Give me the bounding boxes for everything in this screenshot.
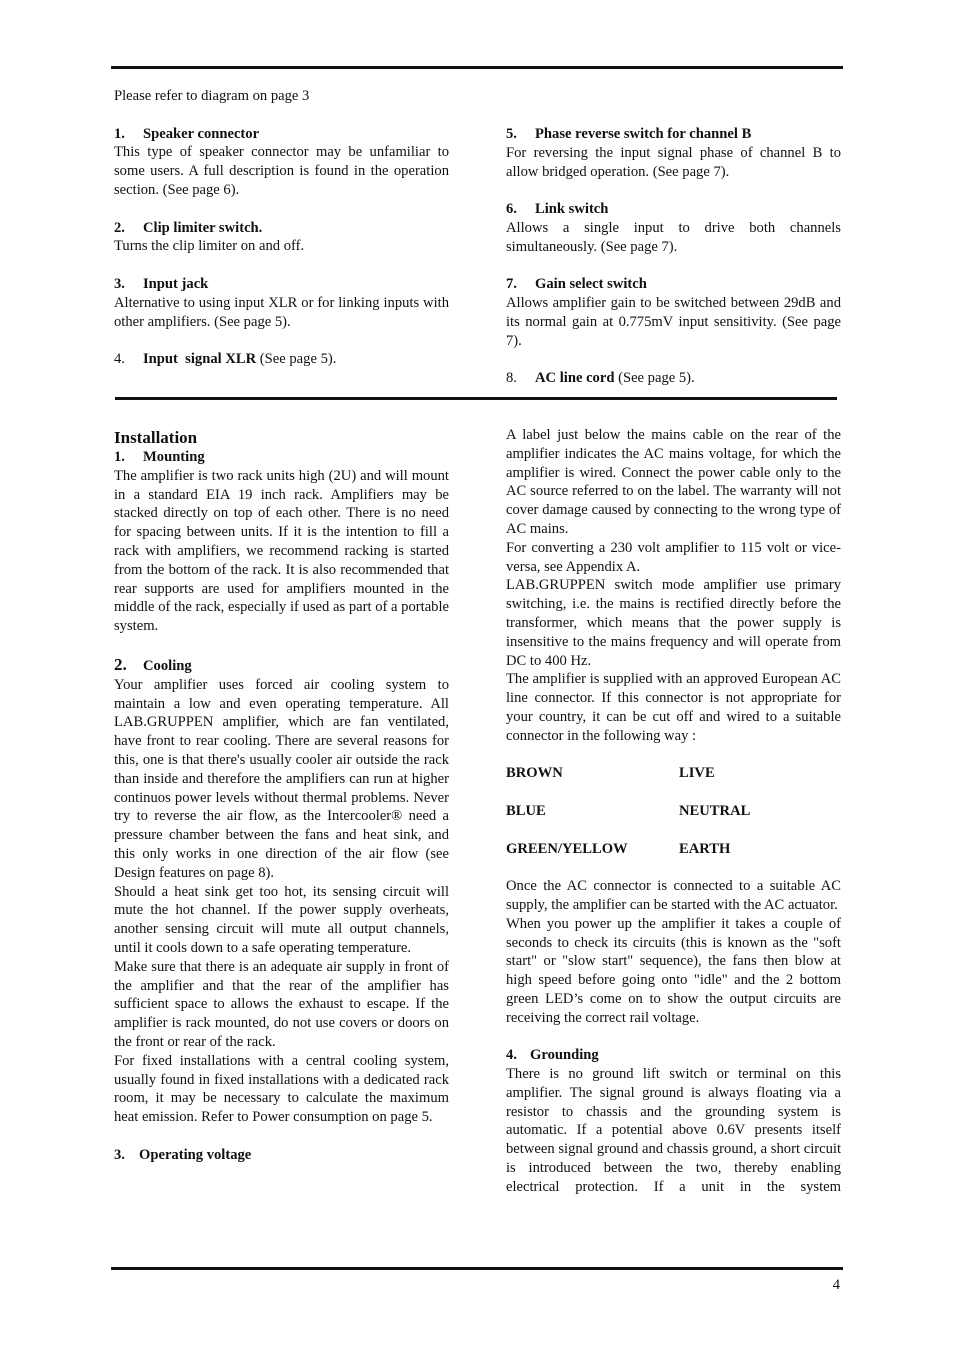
installation-title: Installation: [114, 428, 198, 447]
wire-row-green-yellow: GREEN/YELLOW EARTH: [506, 840, 731, 857]
voltage-paragraph-4: The amplifier is supplied with an approved European AC line connector. If this connector is not appropriate for your country, it can be cut off and wired to a suitable connector in the following way :: [506, 671, 841, 744]
voltage-paragraph-2: For converting a 230 volt amplifier to 115 volt or vice-versa, see Appendix A.: [506, 539, 841, 575]
page-number: 4: [832, 1277, 840, 1293]
item-2-body: Turns the clip limiter on and off.: [114, 238, 305, 255]
item-7-heading: 7. Gain select switch: [506, 276, 647, 293]
item-3-heading: 3. Input jack: [114, 275, 209, 292]
item-8-heading: 8. AC line cord (See page 5).: [506, 370, 695, 387]
item-6-body: Allows a single input to drive both channels simultaneously. (See page 7).: [506, 219, 841, 255]
item-3-body: Alternative to using input XLR or for linking inputs with other amplifiers. (See page 5).: [114, 294, 449, 330]
item-4-heading: 4. Input signal XLR (See page 5).: [114, 351, 337, 368]
grounding-heading: 4. Grounding: [506, 1047, 599, 1064]
item-1-body: This type of speaker connector may be unfamiliar to some users. A full description is found in the operation section. (See page 6).: [114, 144, 449, 198]
installation-left-column: [114, 428, 449, 1164]
voltage-paragraph-6: When you power up the amplifier it takes a couple of seconds to check its circuits (this is known as the "soft start" or "slow start" sequence), the fans then blow at high speed before going onto "idle" and the 2 bottom green LED’s come on to show the output circuits are receiving the correct rail voltage.: [506, 915, 841, 1026]
voltage-paragraph-1: A label just below the mains cable on the rear of the amplifier indicates the AC mains voltage, for which the amplifier is wired. Connect the power cable only to the AC source referred to on the label. The warranty will not cover damage caused by connecting to the wrong type of AC mains.: [506, 427, 841, 537]
item-7-body: Allows amplifier gain to be switched between 29dB and its normal gain at 0.775mV input sensitivity. (See page 7).: [506, 295, 841, 349]
grounding-body: There is no ground lift switch or terminal on this amplifier. The signal ground is always floating via a resistor to chassis and the grounding system is automatic. If a potential above 0.6V presents itself between signal ground and chassis ground, a short circuit is introduced between the two, thereby enabling electrical protection. If a unit in the system: [506, 1066, 841, 1195]
wire-row-brown: BROWN LIVE: [506, 765, 715, 782]
item-6-heading: 6. Link switch: [506, 201, 609, 218]
bottom-rule: [111, 1267, 843, 1270]
mounting-heading: 1. Mounting: [114, 449, 205, 465]
top-left-column: [114, 87, 449, 369]
installation-right-column: [506, 426, 841, 1197]
voltage-paragraph-3: LAB.GRUPPEN switch mode amplifier use primary switching, i.e. the mains is rectified directly before the transformer, which means that the power supply is insensitive to the mains frequency and will operate from DC to 400 Hz.: [506, 577, 841, 669]
cooling-paragraph-1: Your amplifier uses forced air cooling system to maintain a low and even operating temperature. All LAB.GRUPPEN amplifier, which are fan ventilated, have front to rear cooling. There are several reasons for this, one is that there's usually cooler air outside the rack than inside and therefore the amplifiers can run at higher continuos power levels without thermal problems. Never try to reverse the air flow, as the Intercooler® need a pressure chamber between the fans and heat sink, and this only works in one direction of the air flow (see Design features on page 8).: [114, 676, 449, 881]
middle-rule: [115, 397, 837, 400]
wire-row-blue: BLUE NEUTRAL: [506, 802, 751, 819]
item-5-heading: 5. Phase reverse switch for channel B: [506, 126, 752, 142]
cooling-paragraph-2: Should a heat sink get too hot, its sensing circuit will mute the hot channel. If the power supply overheats, another sensing circuit will mute all output channels, until it cools down to a safe operating temperature.: [114, 883, 449, 956]
mounting-body: The amplifier is two rack units high (2U) and will mount in a standard EIA 19 inch rack. Amplifiers may be stacked directly on top of each other. There is no need for spacing between units. If it is the intention to fill a rack with amplifiers, we recommend racking is started from the bottom of the rack. It is also recommended that rear supports are used for amplifiers mounted in the middle of the rack, especially if used as part of a portable system.: [114, 467, 449, 635]
cooling-paragraph-4: For fixed installations with a central cooling system, usually found in fixed installations with a dedicated rack room, it may be necessary to calculate the maximum heat emission. Refer to Power consumption on page 5.: [114, 1052, 449, 1126]
item-2-heading: 2. Clip limiter switch.: [114, 219, 263, 236]
top-rule: [111, 66, 843, 69]
operating-voltage-heading: 3. Operating voltage: [114, 1146, 252, 1163]
cooling-paragraph-3: Make sure that there is an adequate air supply in front of the amplifier and that the rear of the amplifier has sufficient space to allows the exhaust to escape. If the amplifier is rack mounted, do not use covers or doors on the front or rear of the rack.: [114, 958, 449, 1050]
item-1-heading: 1. Speaker connector: [114, 125, 260, 142]
cooling-heading: 2. Cooling: [114, 654, 192, 674]
voltage-paragraph-5: Once the AC connector is connected to a suitable AC supply, the amplifier can be started with the AC actuator.: [506, 878, 841, 913]
intro-text: Please refer to diagram on page 3: [114, 88, 310, 104]
item-5-body: For reversing the input signal phase of channel B to allow bridged operation. (See page 7).: [506, 144, 841, 180]
top-right-column: [506, 125, 841, 388]
